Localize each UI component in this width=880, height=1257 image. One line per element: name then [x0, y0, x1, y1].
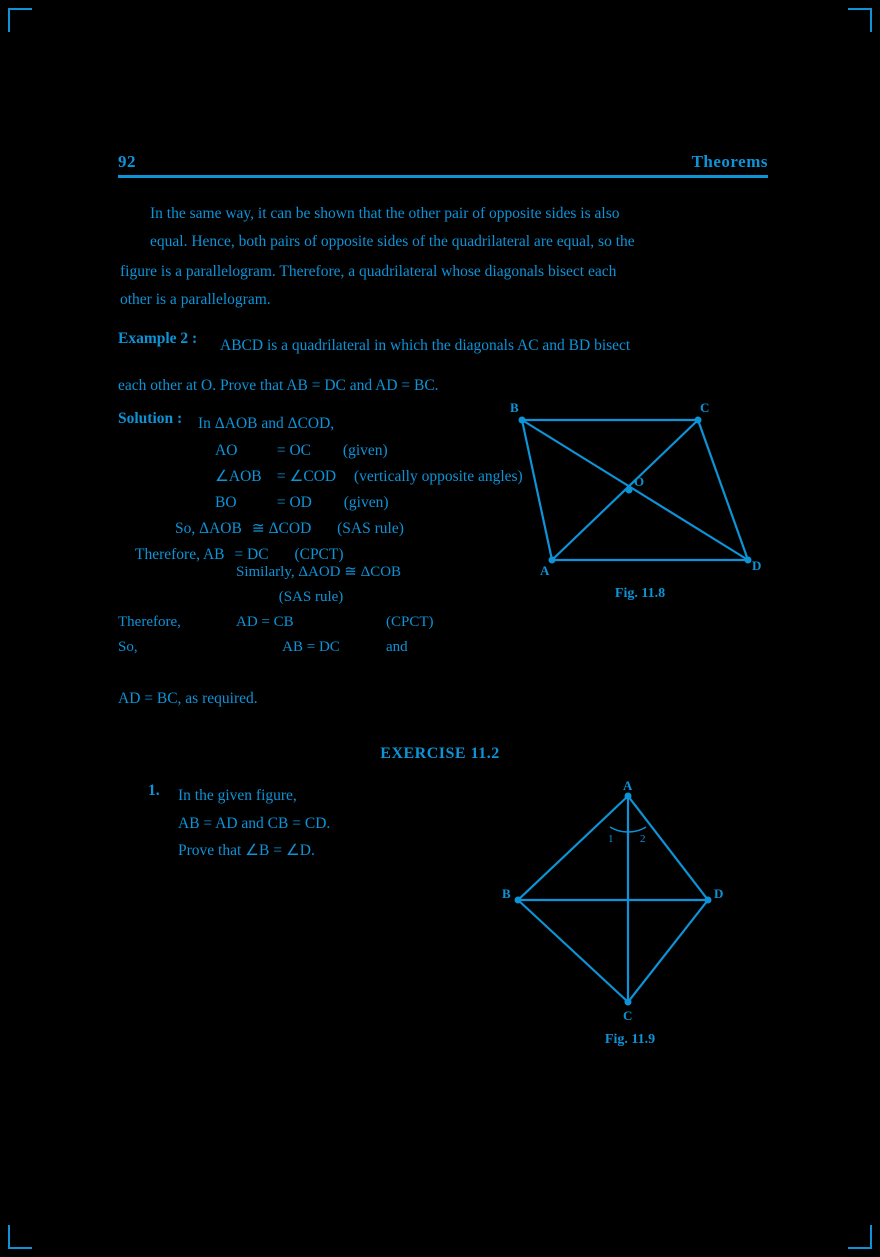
proof-row-2-reason: and	[386, 639, 408, 655]
angle-arc-1	[610, 827, 628, 832]
vertex-C-dot	[695, 417, 702, 424]
side-AD	[628, 796, 708, 900]
vertex-O-dot	[626, 487, 633, 494]
step-3-reason: (given)	[343, 494, 389, 511]
proof-row-2-statement: AB = DC	[282, 639, 340, 655]
figure-2-drawing	[480, 780, 780, 1030]
solution-steps	[135, 438, 523, 568]
solution-step-4	[175, 516, 485, 542]
vertex-D-dot	[705, 897, 712, 904]
vertex-B-dot	[515, 897, 522, 904]
step-1-reason: (given)	[342, 442, 388, 459]
figure-1	[500, 398, 780, 623]
question-math-line-2: Prove that ∠B = ∠D.	[178, 842, 315, 859]
question-text: In the given figure,	[178, 787, 297, 804]
vertex-label-C: C	[700, 400, 710, 415]
vertex-label-A: A	[540, 563, 550, 578]
angle-label-2: 2	[640, 833, 646, 845]
question-math	[178, 810, 478, 864]
similarly-text: Similarly, ΔAOD ≅ ΔCOB	[236, 564, 402, 580]
side-BA	[522, 420, 552, 560]
intro-line-1: In the same way, it can be shown that the other pair of opposite sides is also	[150, 205, 620, 222]
crop-mark-bottom-left	[8, 1225, 32, 1249]
step-1-rel: = OC	[276, 442, 312, 459]
angle-arc-2	[628, 827, 646, 832]
figure-1-drawing	[500, 398, 780, 588]
example-label: Example 2 :	[118, 330, 198, 347]
vertex-label-O: O	[634, 474, 645, 489]
vertex-label-C: C	[623, 1008, 633, 1023]
figure-2-caption: Fig. 11.9	[604, 1032, 656, 1047]
proof-row-1-label: Therefore,	[118, 614, 181, 630]
proof-row-similarly	[118, 560, 478, 585]
vertex-label-A: A	[623, 778, 633, 793]
step-5-lhs: Therefore, AB	[135, 546, 225, 563]
question-math-line-1: AB = AD and CB = CD.	[178, 815, 331, 832]
page-number: 92	[118, 152, 136, 171]
vertex-label-D: D	[714, 886, 724, 901]
step-4-reason: (SAS rule)	[337, 520, 404, 537]
vertex-label-B: B	[510, 400, 519, 415]
step-2-rel: = ∠COD	[276, 468, 337, 485]
proof-row-2-label: So,	[118, 639, 138, 655]
example-statement-line-2: each other at O. Prove that AB = DC and AD = BC.	[118, 377, 439, 394]
example-statement-line-1: ABCD is a quadrilateral in which the diagonals AC and BD bisect	[220, 337, 631, 354]
exercise-title: EXERCISE 11.2	[380, 745, 500, 762]
vertex-label-B: B	[502, 886, 511, 901]
diagonal-BD	[522, 420, 748, 560]
proof-row-2	[118, 635, 478, 660]
vertex-label-D: D	[752, 558, 762, 573]
solution-step-1	[215, 438, 485, 464]
solution-closing: AD = BC, as required.	[118, 690, 258, 707]
side-DC	[628, 900, 708, 1002]
side-BC	[518, 900, 628, 1002]
proof-row-1-statement: AD = CB	[236, 614, 294, 630]
proof-row-1-reason: (CPCT)	[386, 614, 434, 630]
step-2-lhs: ∠AOB	[215, 468, 262, 485]
step-1-lhs: AO	[215, 442, 238, 459]
chapter-title: Theorems	[691, 152, 768, 171]
intro-line-2: equal. Hence, both pairs of opposite sides of the quadrilateral are equal, so the	[150, 233, 635, 250]
sas-reason: (SAS rule)	[278, 589, 344, 605]
diagonal-CA	[552, 420, 698, 560]
side-AB	[518, 796, 628, 900]
side-CD	[698, 420, 748, 560]
vertex-B-dot	[519, 417, 526, 424]
vertex-C-dot	[625, 999, 632, 1006]
step-4-lhs: So, ΔAOB	[175, 520, 242, 537]
proof-row-sas	[118, 585, 478, 610]
figure-2	[480, 780, 780, 1065]
crop-mark-top-left	[8, 8, 32, 32]
vertex-A-dot	[549, 557, 556, 564]
crop-mark-top-right	[848, 8, 872, 32]
vertex-D-dot	[745, 557, 752, 564]
intro-line-3: figure is a parallelogram. Therefore, a quadrilateral whose diagonals bisect each	[120, 263, 617, 280]
proof-row-1	[118, 610, 478, 635]
vertex-A-dot	[625, 793, 632, 800]
step-5-rel: = DC	[234, 546, 269, 563]
intro-paragraph	[150, 200, 768, 256]
crop-mark-bottom-right	[848, 1225, 872, 1249]
angle-label-1: 1	[608, 833, 614, 845]
solution-lead: In ΔAOB and ΔCOD,	[198, 415, 335, 432]
proof-continuation	[118, 560, 478, 660]
intro-line-4: other is a parallelogram.	[120, 291, 271, 308]
step-3-rel: = OD	[276, 494, 312, 511]
running-header	[118, 152, 768, 180]
solution-step-2	[215, 464, 523, 490]
figure-1-caption: Fig. 11.8	[614, 586, 666, 601]
step-2-reason: (vertically opposite angles)	[354, 468, 523, 485]
solution-step-3	[215, 490, 485, 516]
question-number: 1.	[148, 782, 160, 799]
step-5-reason: (CPCT)	[294, 546, 344, 563]
header-rule	[118, 175, 768, 178]
step-4-rel: ≅ ΔCOD	[251, 520, 312, 537]
step-3-lhs: BO	[215, 494, 237, 511]
solution-label: Solution :	[118, 410, 183, 427]
intro-paragraph-continued	[120, 258, 770, 314]
